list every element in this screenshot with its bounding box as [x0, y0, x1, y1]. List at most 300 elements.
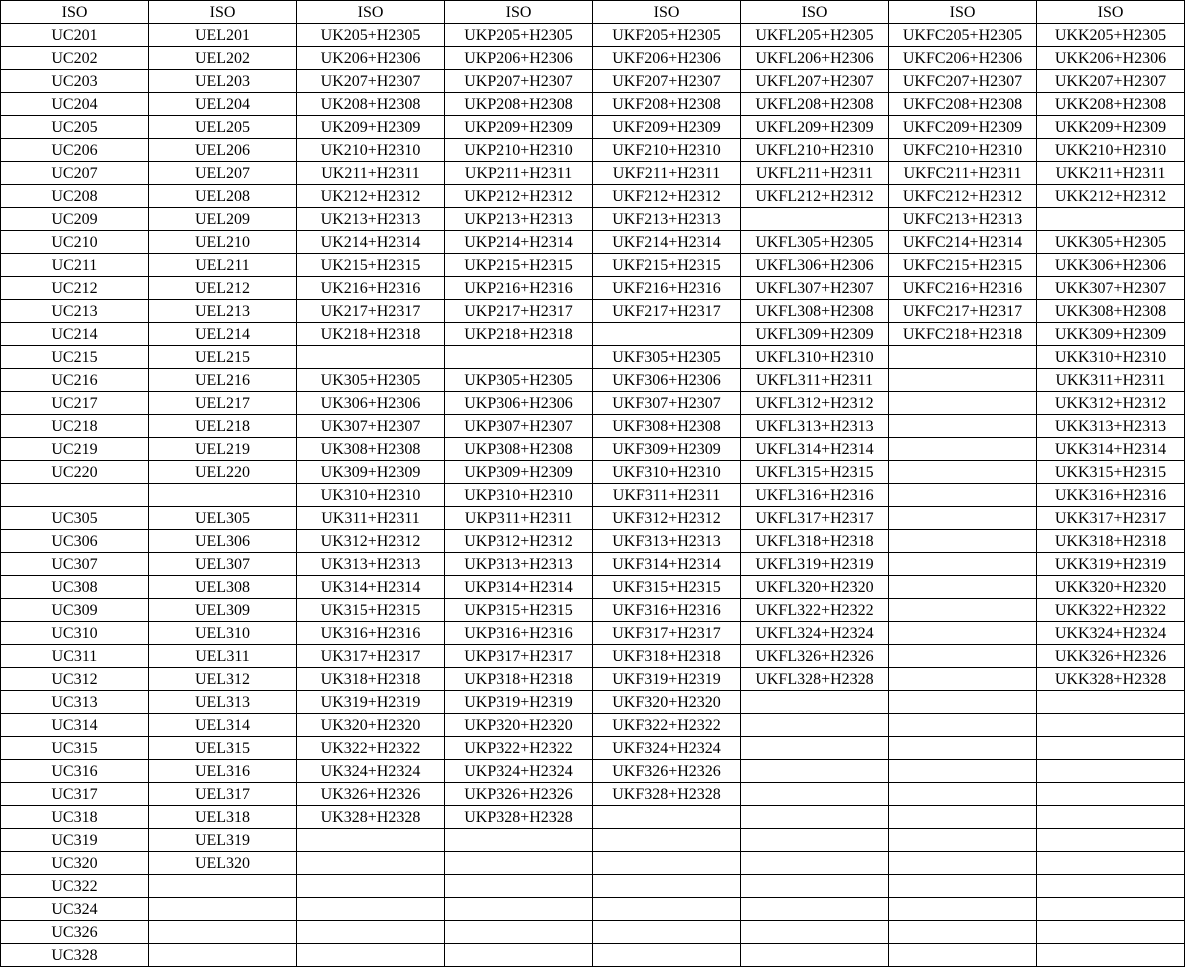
table-cell — [1, 484, 149, 507]
table-cell: UEL202 — [149, 47, 297, 70]
table-cell: UEL207 — [149, 162, 297, 185]
table-cell — [889, 714, 1037, 737]
table-cell: UKFL313+H2313 — [741, 415, 889, 438]
table-cell: UKP213+H2313 — [445, 208, 593, 231]
table-cell — [889, 484, 1037, 507]
table-cell: UC214 — [1, 323, 149, 346]
table-cell: UKP306+H2306 — [445, 392, 593, 415]
table-cell — [149, 921, 297, 944]
table-cell: UKP209+H2309 — [445, 116, 593, 139]
column-header: ISO — [593, 1, 741, 24]
table-cell — [741, 944, 889, 967]
table-cell: UKF206+H2306 — [593, 47, 741, 70]
table-cell — [889, 392, 1037, 415]
table-cell — [297, 944, 445, 967]
table-cell: UKF217+H2317 — [593, 300, 741, 323]
table-cell: UKFC218+H2318 — [889, 323, 1037, 346]
table-cell: UEL313 — [149, 691, 297, 714]
table-cell: UKK205+H2305 — [1037, 24, 1185, 47]
table-row — [1, 116, 1185, 139]
table-cell — [445, 944, 593, 967]
table-cell: UC308 — [1, 576, 149, 599]
table-cell: UK217+H2317 — [297, 300, 445, 323]
table-cell — [593, 806, 741, 829]
table-row — [1, 507, 1185, 530]
table-cell: UK328+H2328 — [297, 806, 445, 829]
table-row — [1, 162, 1185, 185]
table-row — [1, 323, 1185, 346]
table-row — [1, 484, 1185, 507]
table-cell: UKK319+H2319 — [1037, 553, 1185, 576]
table-cell: UKK315+H2315 — [1037, 461, 1185, 484]
table-cell: UK312+H2312 — [297, 530, 445, 553]
table-cell: UEL317 — [149, 783, 297, 806]
table-cell: UKFL209+H2309 — [741, 116, 889, 139]
table-cell: UKK314+H2314 — [1037, 438, 1185, 461]
table-cell: UK205+H2305 — [297, 24, 445, 47]
table-row — [1, 185, 1185, 208]
table-cell: UC219 — [1, 438, 149, 461]
table-row — [1, 392, 1185, 415]
table-cell — [889, 898, 1037, 921]
table-cell: UKP311+H2311 — [445, 507, 593, 530]
table-cell: UKF213+H2313 — [593, 208, 741, 231]
table-cell: UEL218 — [149, 415, 297, 438]
table-cell: UKFC208+H2308 — [889, 93, 1037, 116]
table-cell: UEL316 — [149, 760, 297, 783]
table-cell: UK210+H2310 — [297, 139, 445, 162]
table-cell: UK315+H2315 — [297, 599, 445, 622]
table-cell: UC306 — [1, 530, 149, 553]
table-cell — [741, 829, 889, 852]
table-cell: UKP217+H2317 — [445, 300, 593, 323]
table-cell: UKK322+H2322 — [1037, 599, 1185, 622]
table-cell: UK326+H2326 — [297, 783, 445, 806]
table-cell — [297, 898, 445, 921]
table-cell: UK318+H2318 — [297, 668, 445, 691]
table-cell: UKFC213+H2313 — [889, 208, 1037, 231]
table-cell: UEL210 — [149, 231, 297, 254]
table-cell: UKK206+H2306 — [1037, 47, 1185, 70]
table-cell — [1037, 760, 1185, 783]
table-cell — [1037, 944, 1185, 967]
table-cell: UKK317+H2317 — [1037, 507, 1185, 530]
table-cell: UK309+H2309 — [297, 461, 445, 484]
table-row — [1, 208, 1185, 231]
table-row — [1, 714, 1185, 737]
table-cell: UK216+H2316 — [297, 277, 445, 300]
table-cell: UKFL210+H2310 — [741, 139, 889, 162]
table-cell: UC206 — [1, 139, 149, 162]
table-cell: UKF305+H2305 — [593, 346, 741, 369]
table-row — [1, 300, 1185, 323]
table-cell — [445, 921, 593, 944]
table-cell — [741, 737, 889, 760]
table-row — [1, 93, 1185, 116]
table-cell: UEL314 — [149, 714, 297, 737]
table-row — [1, 530, 1185, 553]
table-cell: UKP326+H2326 — [445, 783, 593, 806]
table-cell: UKF328+H2328 — [593, 783, 741, 806]
table-cell: UEL217 — [149, 392, 297, 415]
table-cell: UC315 — [1, 737, 149, 760]
table-cell: UKP215+H2315 — [445, 254, 593, 277]
table-cell: UEL318 — [149, 806, 297, 829]
table-row — [1, 254, 1185, 277]
table-cell: UKFL310+H2310 — [741, 346, 889, 369]
table-cell: UC322 — [1, 875, 149, 898]
table-cell: UKP318+H2318 — [445, 668, 593, 691]
table-cell — [889, 346, 1037, 369]
table-cell: UKK310+H2310 — [1037, 346, 1185, 369]
table-row — [1, 277, 1185, 300]
table-cell — [741, 783, 889, 806]
table-cell: UEL213 — [149, 300, 297, 323]
table-cell: UKK309+H2309 — [1037, 323, 1185, 346]
table-cell: UKP214+H2314 — [445, 231, 593, 254]
table-cell — [1037, 898, 1185, 921]
table-cell — [889, 622, 1037, 645]
table-cell: UKFL306+H2306 — [741, 254, 889, 277]
table-cell: UKF210+H2310 — [593, 139, 741, 162]
table-cell: UEL203 — [149, 70, 297, 93]
table-cell: UKFC214+H2314 — [889, 231, 1037, 254]
table-cell — [1037, 875, 1185, 898]
table-cell: UC320 — [1, 852, 149, 875]
table-cell — [889, 806, 1037, 829]
table-cell: UC215 — [1, 346, 149, 369]
table-cell: UKP313+H2313 — [445, 553, 593, 576]
table-cell: UKF320+H2320 — [593, 691, 741, 714]
table-cell: UC208 — [1, 185, 149, 208]
column-header: ISO — [1037, 1, 1185, 24]
table-cell: UC310 — [1, 622, 149, 645]
table-cell: UKFL311+H2311 — [741, 369, 889, 392]
table-cell: UKK208+H2308 — [1037, 93, 1185, 116]
table-cell: UEL308 — [149, 576, 297, 599]
table-cell: UKK211+H2311 — [1037, 162, 1185, 185]
table-cell — [741, 208, 889, 231]
table-cell — [889, 760, 1037, 783]
table-cell: UKF317+H2317 — [593, 622, 741, 645]
table-cell: UKF307+H2307 — [593, 392, 741, 415]
table-cell — [593, 875, 741, 898]
table-cell: UC309 — [1, 599, 149, 622]
table-cell — [889, 415, 1037, 438]
table-cell: UEL214 — [149, 323, 297, 346]
table-row — [1, 599, 1185, 622]
table-cell: UEL212 — [149, 277, 297, 300]
table-cell: UKP216+H2316 — [445, 277, 593, 300]
table-cell: UEL209 — [149, 208, 297, 231]
table-cell: UKF326+H2326 — [593, 760, 741, 783]
table-cell — [741, 714, 889, 737]
table-cell: UKP205+H2305 — [445, 24, 593, 47]
column-header: ISO — [149, 1, 297, 24]
table-cell — [889, 668, 1037, 691]
table-cell: UKP314+H2314 — [445, 576, 593, 599]
table-cell: UKP308+H2308 — [445, 438, 593, 461]
table-cell — [889, 944, 1037, 967]
table-cell — [889, 576, 1037, 599]
table-cell: UKK207+H2307 — [1037, 70, 1185, 93]
table-cell: UKFC215+H2315 — [889, 254, 1037, 277]
table-cell: UKF311+H2311 — [593, 484, 741, 507]
table-cell: UC316 — [1, 760, 149, 783]
table-cell: UKP310+H2310 — [445, 484, 593, 507]
table-cell: UKP212+H2312 — [445, 185, 593, 208]
table-cell — [445, 852, 593, 875]
table-cell: UK211+H2311 — [297, 162, 445, 185]
table-cell: UC324 — [1, 898, 149, 921]
table-cell: UKP312+H2312 — [445, 530, 593, 553]
table-cell — [889, 461, 1037, 484]
table-cell: UKK312+H2312 — [1037, 392, 1185, 415]
table-cell: UKF324+H2324 — [593, 737, 741, 760]
table-cell: UKFL308+H2308 — [741, 300, 889, 323]
column-header: ISO — [445, 1, 593, 24]
table-cell: UK313+H2313 — [297, 553, 445, 576]
table-cell: UKFC210+H2310 — [889, 139, 1037, 162]
table-cell: UKF315+H2315 — [593, 576, 741, 599]
table-cell: UKK324+H2324 — [1037, 622, 1185, 645]
table-cell: UK213+H2313 — [297, 208, 445, 231]
table-cell: UKF216+H2316 — [593, 277, 741, 300]
table-cell: UK212+H2312 — [297, 185, 445, 208]
table-cell — [1037, 691, 1185, 714]
table-cell — [741, 691, 889, 714]
table-cell: UKF209+H2309 — [593, 116, 741, 139]
table-row — [1, 346, 1185, 369]
table-cell: UKK305+H2305 — [1037, 231, 1185, 254]
table-cell — [889, 852, 1037, 875]
table-cell: UC213 — [1, 300, 149, 323]
table-cell — [593, 829, 741, 852]
table-cell: UK206+H2306 — [297, 47, 445, 70]
table-cell — [889, 530, 1037, 553]
table-cell: UC313 — [1, 691, 149, 714]
table-cell — [297, 852, 445, 875]
table-cell — [149, 944, 297, 967]
table-cell: UKK210+H2310 — [1037, 139, 1185, 162]
table-cell: UC220 — [1, 461, 149, 484]
table-row — [1, 369, 1185, 392]
table-cell — [889, 921, 1037, 944]
table-cell: UKFL305+H2305 — [741, 231, 889, 254]
table-row — [1, 783, 1185, 806]
table-cell: UKFL326+H2326 — [741, 645, 889, 668]
table-cell: UKP322+H2322 — [445, 737, 593, 760]
table-cell: UKF211+H2311 — [593, 162, 741, 185]
table-cell — [889, 875, 1037, 898]
table-cell: UC326 — [1, 921, 149, 944]
table-cell: UKF313+H2313 — [593, 530, 741, 553]
table-cell — [149, 875, 297, 898]
table-cell: UK209+H2309 — [297, 116, 445, 139]
table-cell — [1037, 806, 1185, 829]
table-cell — [593, 944, 741, 967]
table-cell — [593, 921, 741, 944]
table-cell: UKP309+H2309 — [445, 461, 593, 484]
table-cell: UKP315+H2315 — [445, 599, 593, 622]
table-cell — [445, 829, 593, 852]
table-cell: UKF316+H2316 — [593, 599, 741, 622]
table-cell: UC317 — [1, 783, 149, 806]
table-cell: UK214+H2314 — [297, 231, 445, 254]
table-cell: UKF205+H2305 — [593, 24, 741, 47]
table-row — [1, 461, 1185, 484]
table-cell — [297, 829, 445, 852]
table-cell: UK305+H2305 — [297, 369, 445, 392]
table-cell: UEL219 — [149, 438, 297, 461]
table-cell: UK320+H2320 — [297, 714, 445, 737]
table-cell: UKP324+H2324 — [445, 760, 593, 783]
table-cell: UKP307+H2307 — [445, 415, 593, 438]
table-row — [1, 898, 1185, 921]
table-cell: UKF319+H2319 — [593, 668, 741, 691]
table-cell: UKF207+H2307 — [593, 70, 741, 93]
table-row — [1, 806, 1185, 829]
table-cell: UKFL211+H2311 — [741, 162, 889, 185]
table-cell: UEL205 — [149, 116, 297, 139]
table-cell — [889, 553, 1037, 576]
column-header: ISO — [741, 1, 889, 24]
table-cell — [741, 806, 889, 829]
table-row — [1, 24, 1185, 47]
table-cell: UEL216 — [149, 369, 297, 392]
table-cell: UKF212+H2312 — [593, 185, 741, 208]
column-header: ISO — [1, 1, 149, 24]
table-cell — [1037, 737, 1185, 760]
table-cell: UKK311+H2311 — [1037, 369, 1185, 392]
table-cell: UKP218+H2318 — [445, 323, 593, 346]
table-cell — [889, 691, 1037, 714]
table-cell: UKP319+H2319 — [445, 691, 593, 714]
table-cell: UC319 — [1, 829, 149, 852]
table-cell — [445, 346, 593, 369]
table-cell — [297, 921, 445, 944]
table-row — [1, 70, 1185, 93]
table-cell: UKFL328+H2328 — [741, 668, 889, 691]
table-row — [1, 415, 1185, 438]
table-row — [1, 852, 1185, 875]
table-cell: UC210 — [1, 231, 149, 254]
table-cell: UK306+H2306 — [297, 392, 445, 415]
table-cell: UKFC207+H2307 — [889, 70, 1037, 93]
table-cell — [1037, 208, 1185, 231]
table-cell: UKF314+H2314 — [593, 553, 741, 576]
table-cell — [741, 760, 889, 783]
table-cell — [889, 829, 1037, 852]
table-row — [1, 576, 1185, 599]
table-row — [1, 691, 1185, 714]
table-cell — [149, 484, 297, 507]
table-cell: UC314 — [1, 714, 149, 737]
table-cell: UC207 — [1, 162, 149, 185]
table-cell — [1037, 714, 1185, 737]
table-cell: UKK313+H2313 — [1037, 415, 1185, 438]
table-cell: UK322+H2322 — [297, 737, 445, 760]
table-cell: UKP316+H2316 — [445, 622, 593, 645]
table-cell: UKK307+H2307 — [1037, 277, 1185, 300]
table-cell: UKF318+H2318 — [593, 645, 741, 668]
table-cell — [297, 346, 445, 369]
table-row — [1, 438, 1185, 461]
table-cell: UKK209+H2309 — [1037, 116, 1185, 139]
table-cell: UK207+H2307 — [297, 70, 445, 93]
table-cell — [593, 323, 741, 346]
table-row — [1, 47, 1185, 70]
table-cell — [1037, 783, 1185, 806]
table-cell: UKFC216+H2316 — [889, 277, 1037, 300]
table-header — [1, 1, 1185, 24]
table-cell: UC212 — [1, 277, 149, 300]
table-row — [1, 760, 1185, 783]
table-cell: UEL319 — [149, 829, 297, 852]
table-body — [1, 24, 1185, 967]
table-cell — [889, 737, 1037, 760]
table-cell: UK208+H2308 — [297, 93, 445, 116]
table-cell: UKFL315+H2315 — [741, 461, 889, 484]
table-row — [1, 921, 1185, 944]
table-cell: UKFL322+H2322 — [741, 599, 889, 622]
table-cell: UKFL312+H2312 — [741, 392, 889, 415]
table-cell — [593, 898, 741, 921]
table-cell: UEL204 — [149, 93, 297, 116]
table-cell — [1037, 852, 1185, 875]
table-cell: UKK306+H2306 — [1037, 254, 1185, 277]
table-cell: UKFC217+H2317 — [889, 300, 1037, 323]
table-row — [1, 875, 1185, 898]
table-cell: UKK328+H2328 — [1037, 668, 1185, 691]
table-cell: UKP206+H2306 — [445, 47, 593, 70]
table-cell — [741, 898, 889, 921]
header-row — [1, 1, 1185, 24]
table-cell: UKFC209+H2309 — [889, 116, 1037, 139]
table-cell: UKP305+H2305 — [445, 369, 593, 392]
table-cell: UEL309 — [149, 599, 297, 622]
column-header: ISO — [889, 1, 1037, 24]
table-cell: UKFC206+H2306 — [889, 47, 1037, 70]
table-cell: UEL305 — [149, 507, 297, 530]
table-cell: UEL208 — [149, 185, 297, 208]
table-cell: UC216 — [1, 369, 149, 392]
table-cell: UKK318+H2318 — [1037, 530, 1185, 553]
table-cell: UKFC212+H2312 — [889, 185, 1037, 208]
table-cell: UKFL307+H2307 — [741, 277, 889, 300]
table-cell: UKP211+H2311 — [445, 162, 593, 185]
table-cell: UK324+H2324 — [297, 760, 445, 783]
table-cell — [889, 599, 1037, 622]
table-cell — [1037, 829, 1185, 852]
table-cell: UEL211 — [149, 254, 297, 277]
table-cell: UC312 — [1, 668, 149, 691]
table-cell: UKFL314+H2314 — [741, 438, 889, 461]
table-cell — [593, 852, 741, 875]
table-cell — [149, 898, 297, 921]
table-cell: UC205 — [1, 116, 149, 139]
table-cell: UKFL206+H2306 — [741, 47, 889, 70]
table-cell: UKFL319+H2319 — [741, 553, 889, 576]
table-cell — [889, 507, 1037, 530]
table-cell: UEL306 — [149, 530, 297, 553]
table-cell — [741, 921, 889, 944]
table-cell — [445, 898, 593, 921]
table-cell — [1037, 921, 1185, 944]
table-cell: UKP328+H2328 — [445, 806, 593, 829]
table-row — [1, 139, 1185, 162]
table-cell: UKFC205+H2305 — [889, 24, 1037, 47]
